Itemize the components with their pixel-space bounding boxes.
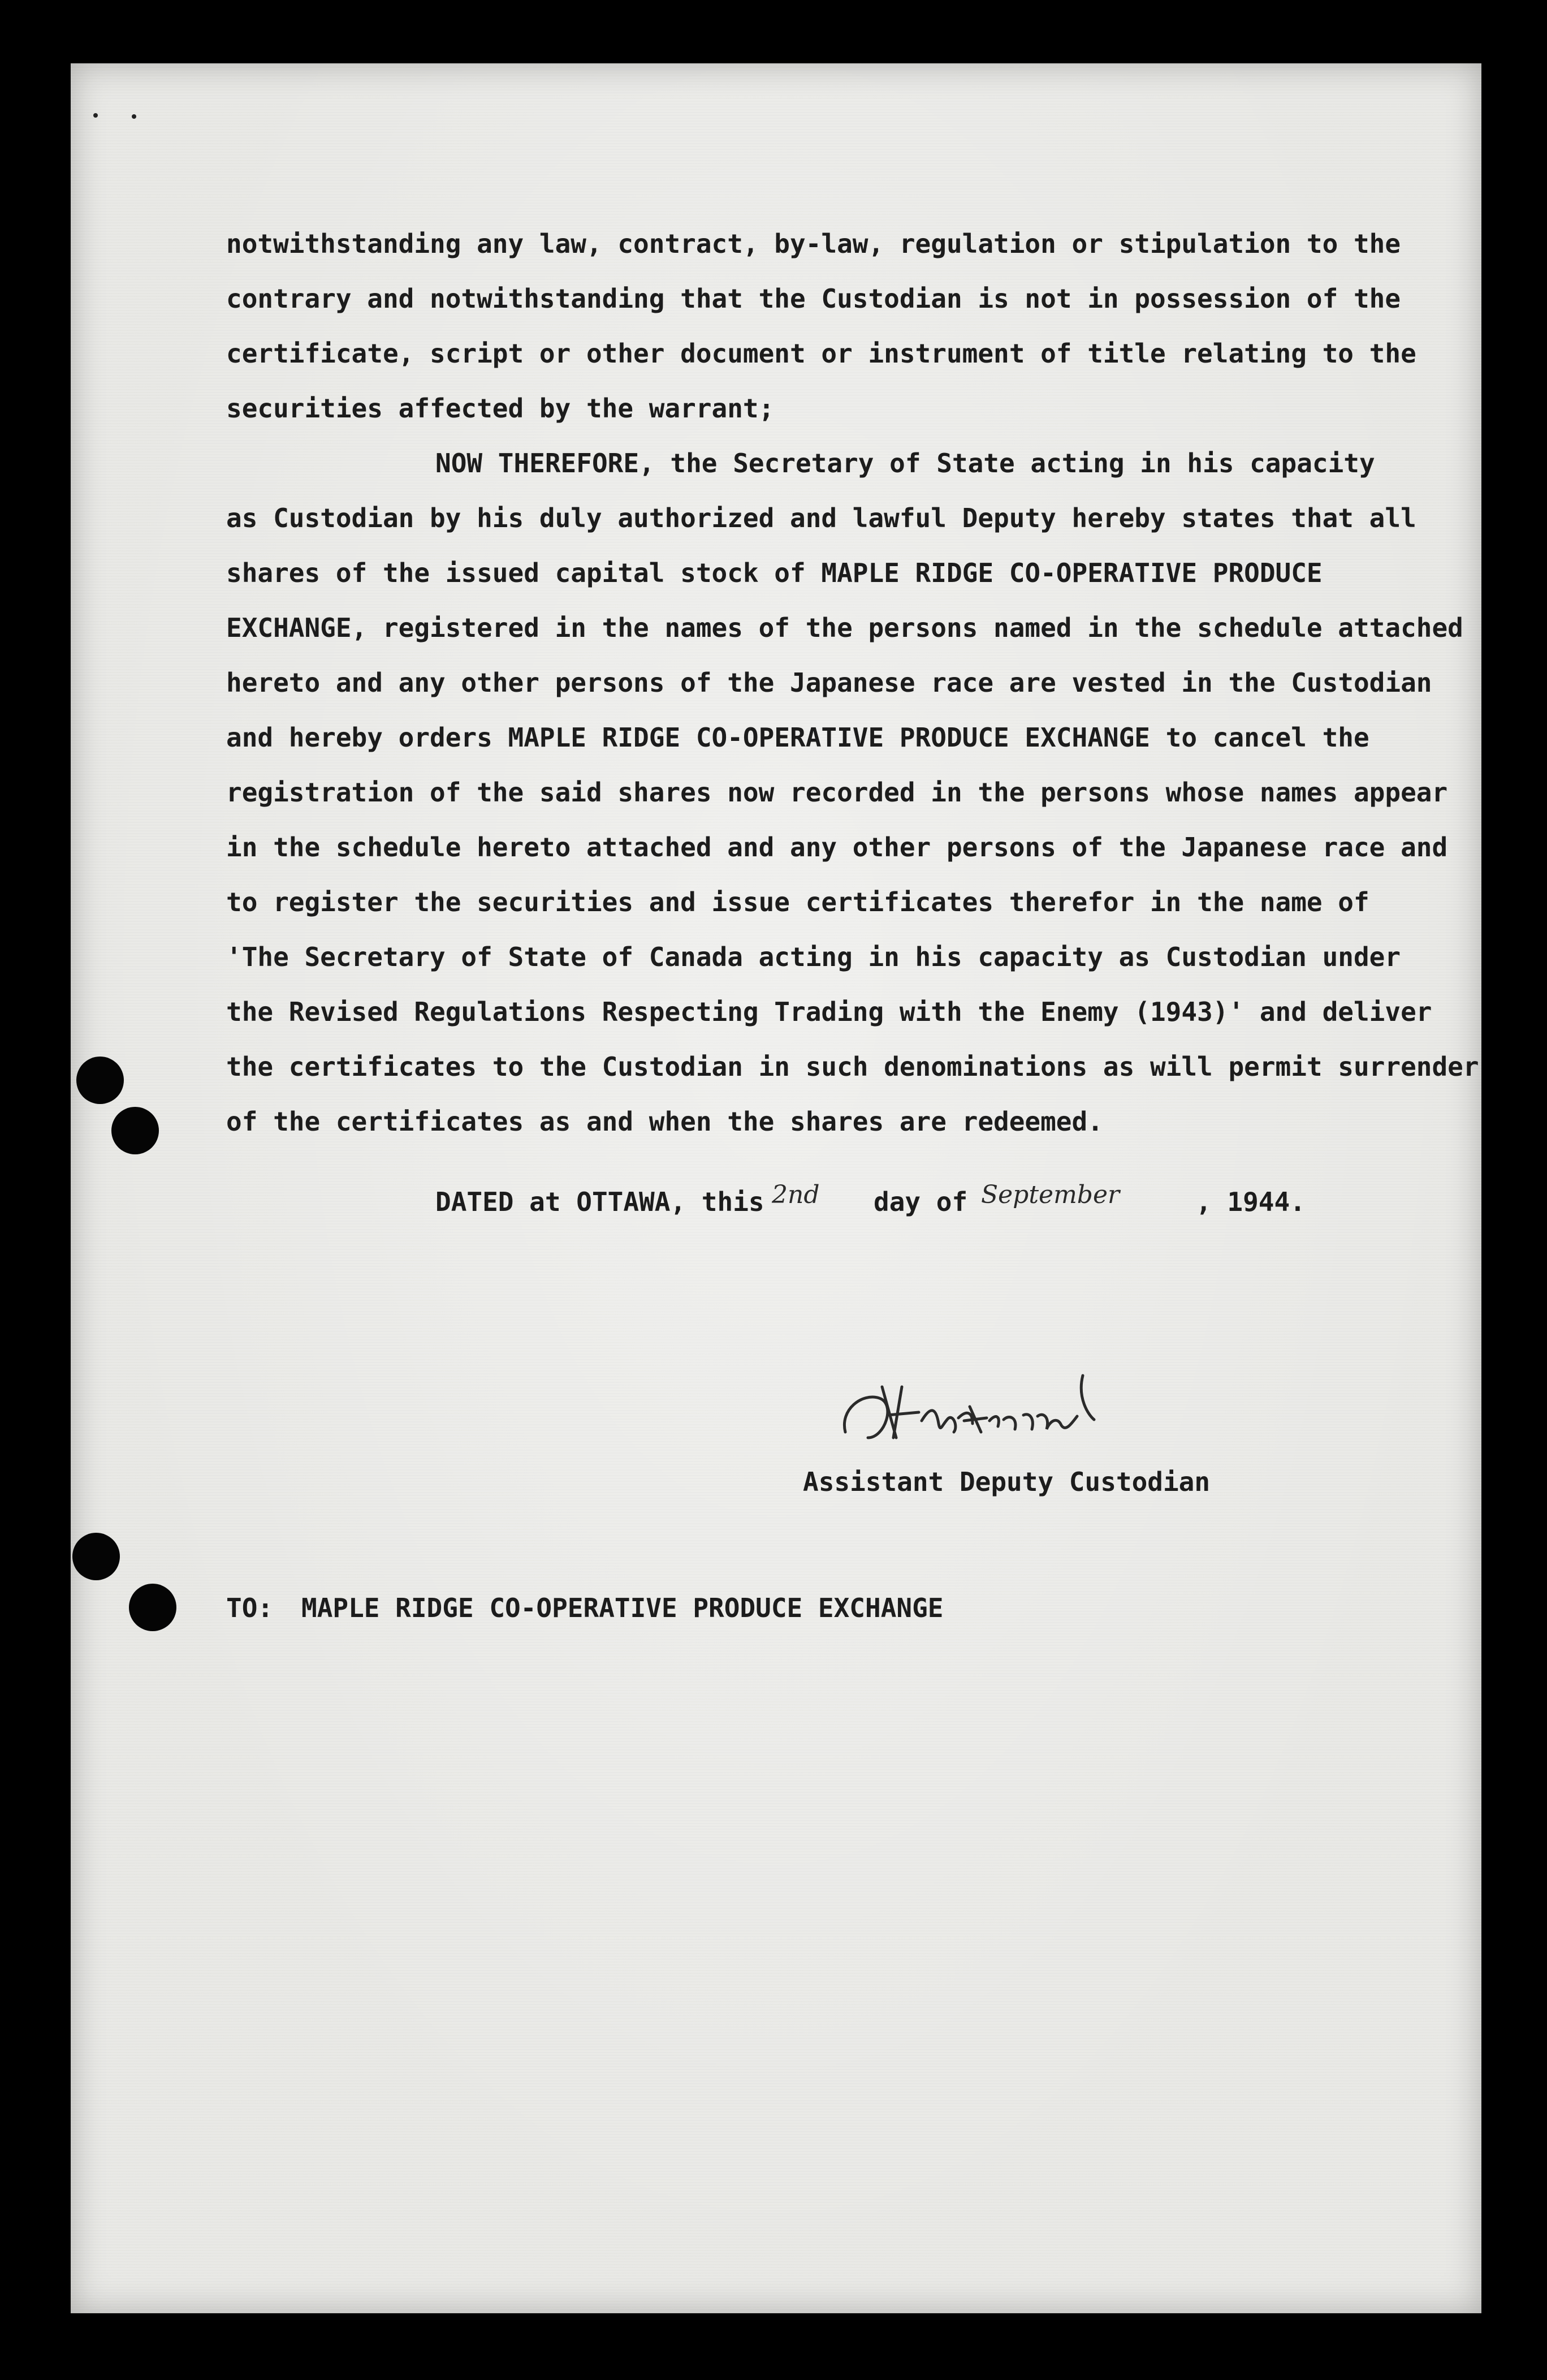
body-line-5: NOW THEREFORE, the Secretary of State acting in his capacity (435, 448, 1375, 478)
body-line-4: securities affected by the warrant; (226, 393, 775, 424)
punch-hole (129, 1584, 176, 1631)
scan-speck (132, 114, 136, 119)
dated-year: , 1944. (1196, 1187, 1306, 1217)
punch-hole (76, 1057, 124, 1104)
body-line-9: hereto and any other persons of the Japanese race are vested in the Custodian (226, 667, 1432, 698)
body-line-16: the certificates to the Custodian in such denominations as will permit surrender (226, 1051, 1479, 1082)
body-line-13: to register the securities and issue certificates therefor in the name of (226, 887, 1369, 917)
dated-prefix: DATED at OTTAWA, this (435, 1187, 764, 1217)
body-line-10: and hereby orders MAPLE RIDGE CO-OPERATIVE PRODUCE EXCHANGE to cancel the (226, 722, 1369, 753)
body-line-3: certificate, script or other document or instrument of title relating to the (226, 338, 1416, 369)
signatory-title: Assistant Deputy Custodian (803, 1467, 1211, 1497)
body-line-15: the Revised Regulations Respecting Trading with the Enemy (1943)' and deliver (226, 997, 1432, 1027)
to-recipient: MAPLE RIDGE CO-OPERATIVE PRODUCE EXCHANGE (301, 1593, 944, 1623)
body-line-2: contrary and notwithstanding that the Custodian is not in possession of the (226, 283, 1401, 314)
dated-day-of: day of (874, 1187, 968, 1217)
body-line-7: shares of the issued capital stock of MAPLE RIDGE CO-OPERATIVE PRODUCE (226, 558, 1323, 588)
body-line-17: of the certificates as and when the shares are redeemed. (226, 1106, 1103, 1137)
body-line-6: as Custodian by his duly authorized and lawful Deputy hereby states that all (226, 503, 1416, 533)
scan-speck (93, 113, 98, 118)
punch-hole (111, 1107, 159, 1154)
body-line-1: notwithstanding any law, contract, by-law, regulation or stipulation to the (226, 228, 1401, 259)
handwritten-signature (828, 1353, 1179, 1466)
punch-hole (72, 1533, 120, 1580)
dated-month-handwritten: September (981, 1180, 1120, 1209)
document-page (71, 63, 1481, 2313)
body-line-11: registration of the said shares now recorded in the persons whose names appear (226, 777, 1448, 808)
body-line-12: in the schedule hereto attached and any other persons of the Japanese race and (226, 832, 1448, 863)
to-label: TO: (226, 1593, 274, 1623)
body-line-14: 'The Secretary of State of Canada acting in his capacity as Custodian under (226, 942, 1401, 972)
body-line-8: EXCHANGE, registered in the names of the persons named in the schedule attached (226, 613, 1463, 643)
dated-day-handwritten: 2nd (772, 1180, 820, 1209)
